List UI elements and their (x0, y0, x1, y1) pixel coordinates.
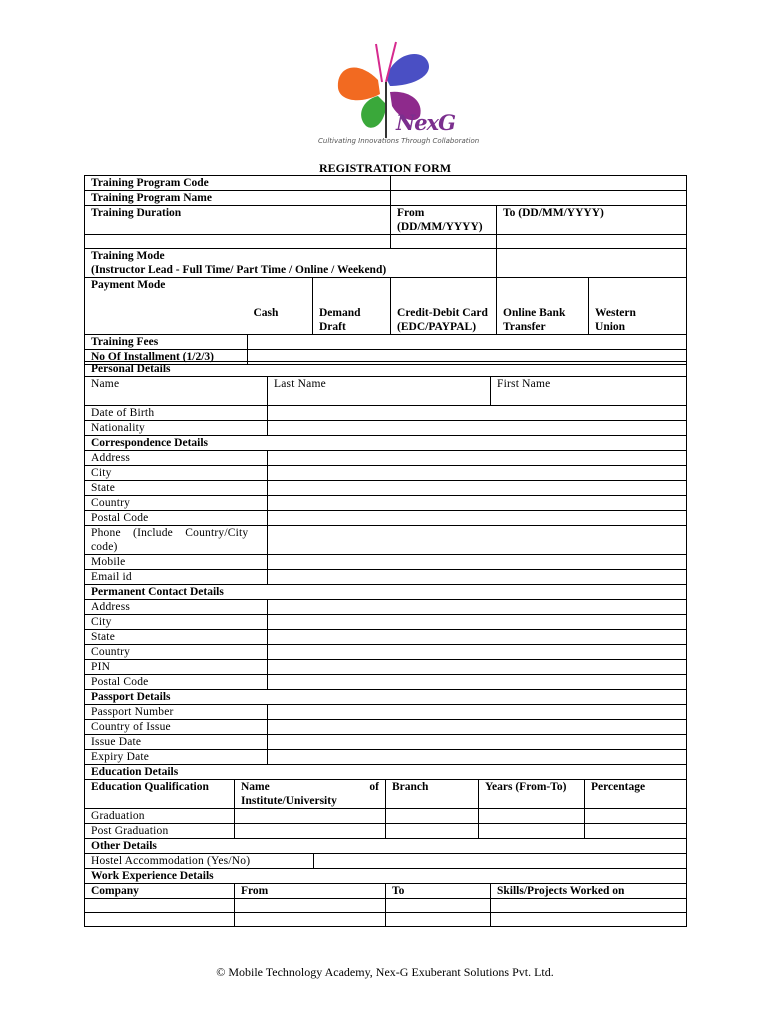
program-code-field[interactable] (391, 176, 687, 191)
edu-row-postgrad: Post Graduation (85, 824, 235, 839)
edu-col-percentage: Percentage (585, 780, 687, 809)
other-heading: Other Details (85, 839, 687, 854)
last-name-label: Last Name (268, 377, 491, 406)
form-title: REGISTRATION FORM (318, 161, 452, 175)
payment-option-card[interactable] (391, 278, 497, 335)
edu-grad-branch-field[interactable] (386, 809, 479, 824)
program-code-label: Training Program Code (85, 176, 391, 191)
dob-label: Date of Birth (85, 406, 268, 421)
payment-option-dd[interactable] (313, 278, 391, 335)
permanent-heading: Permanent Contact Details (85, 585, 687, 600)
payment-option-dd-l1: Demand (319, 307, 361, 319)
payment-option-bank-l1: Online Bank (503, 307, 566, 319)
corr-postal-label: Postal Code (85, 511, 268, 526)
training-mode-field[interactable] (497, 249, 687, 278)
corr-address-label: Address (85, 451, 268, 466)
dob-field[interactable] (268, 406, 687, 421)
payment-option-cash-label: Cash (253, 307, 279, 319)
training-mode-title: Training Mode (91, 250, 165, 262)
perm-postal-field[interactable] (268, 675, 687, 690)
perm-state-label: State (85, 630, 268, 645)
corr-city-field[interactable] (268, 466, 687, 481)
edu-col-branch: Branch (386, 780, 479, 809)
duration-label: Training Duration (85, 206, 391, 235)
fees-label: Training Fees (85, 335, 248, 350)
edu-row-graduation: Graduation (85, 809, 235, 824)
to-date-label: To (DD/MM/YYYY) (497, 206, 687, 235)
work-skills-field-2[interactable] (491, 913, 687, 927)
butterfly-logo-icon (316, 38, 466, 153)
perm-country-field[interactable] (268, 645, 687, 660)
passport-issue-field[interactable] (268, 735, 687, 750)
first-name-label: First Name (491, 377, 687, 406)
payment-option-wu-l2: Union (595, 321, 626, 333)
payment-mode-title: Payment Mode (91, 279, 166, 291)
nexg-logo (316, 38, 466, 153)
corr-phone-label-l2: code) (91, 541, 118, 553)
edu-pg-institute-field[interactable] (235, 824, 386, 839)
edu-pg-years-field[interactable] (479, 824, 585, 839)
perm-address-label: Address (85, 600, 268, 615)
edu-grad-institute-field[interactable] (235, 809, 386, 824)
payment-option-wu[interactable] (589, 278, 687, 335)
fees-field[interactable] (248, 335, 687, 350)
hostel-label: Hostel Accommodation (Yes/No) (85, 854, 314, 869)
edu-pg-percentage-field[interactable] (585, 824, 687, 839)
perm-postal-label: Postal Code (85, 675, 268, 690)
work-col-from: From (235, 884, 386, 899)
corr-city-label: City (85, 466, 268, 481)
work-heading: Work Experience Details (85, 869, 687, 884)
edu-col-qualification: Education Qualification (85, 780, 235, 809)
installment-label: No Of Installment (1/2/3) (85, 350, 248, 365)
perm-city-field[interactable] (268, 615, 687, 630)
name-label: Name (85, 377, 268, 406)
work-company-field-1[interactable] (85, 899, 235, 913)
from-date-field[interactable] (391, 235, 497, 249)
edu-col-institute-l2: Institute/University (241, 795, 337, 807)
work-col-company: Company (85, 884, 235, 899)
edu-col-years: Years (From-To) (479, 780, 585, 809)
nationality-label: Nationality (85, 421, 268, 436)
corr-postal-field[interactable] (268, 511, 687, 526)
program-name-label: Training Program Name (85, 191, 391, 206)
footer-copyright: © Mobile Technology Academy, Nex-G Exuberant Solutions Pvt. Ltd. (216, 965, 554, 979)
passport-country-field[interactable] (268, 720, 687, 735)
corr-phone-label (85, 526, 268, 555)
details-table (84, 361, 687, 927)
payment-option-bank-l2: Transfer (503, 321, 546, 333)
duration-spacer (85, 235, 391, 249)
passport-expiry-label: Expiry Date (85, 750, 268, 765)
correspondence-heading: Correspondence Details (85, 436, 687, 451)
logo-tagline: Cultivating Innovations Through Collaboration (318, 137, 480, 145)
corr-country-field[interactable] (268, 496, 687, 511)
passport-number-field[interactable] (268, 705, 687, 720)
work-from-field-1[interactable] (235, 899, 386, 913)
corr-address-field[interactable] (268, 451, 687, 466)
corr-state-field[interactable] (268, 481, 687, 496)
perm-address-field[interactable] (268, 600, 687, 615)
perm-country-label: Country (85, 645, 268, 660)
corr-state-label: State (85, 481, 268, 496)
work-to-field-2[interactable] (386, 913, 491, 927)
from-date-label: From (DD/MM/YYYY) (391, 206, 497, 235)
corr-country-label: Country (85, 496, 268, 511)
edu-col-institute-l1a: Name (241, 781, 270, 793)
work-col-to: To (386, 884, 491, 899)
corr-mobile-field[interactable] (268, 555, 687, 570)
perm-city-label: City (85, 615, 268, 630)
work-skills-field-1[interactable] (491, 899, 687, 913)
passport-issue-label: Issue Date (85, 735, 268, 750)
perm-pin-label: PIN (85, 660, 268, 675)
training-mode-options: (Instructor Lead - Full Time/ Part Time / Online / Weekend) (91, 264, 387, 276)
personal-heading: Personal Details (85, 362, 687, 377)
corr-email-field[interactable] (268, 570, 687, 585)
nationality-field[interactable] (268, 421, 687, 436)
perm-state-field[interactable] (268, 630, 687, 645)
passport-expiry-field[interactable] (268, 750, 687, 765)
work-company-field-2[interactable] (85, 913, 235, 927)
edu-pg-branch-field[interactable] (386, 824, 479, 839)
hostel-field[interactable] (314, 854, 687, 869)
perm-pin-field[interactable] (268, 660, 687, 675)
edu-col-institute (235, 780, 386, 809)
edu-col-institute-l1b: of (369, 781, 379, 793)
passport-heading: Passport Details (85, 690, 687, 705)
payment-option-bank[interactable] (497, 278, 589, 335)
corr-email-label: Email id (85, 570, 268, 585)
work-col-skills: Skills/Projects Worked on (491, 884, 687, 899)
to-date-field[interactable] (497, 235, 687, 249)
payment-option-dd-l2: Draft (319, 321, 346, 333)
payment-option-card-l1: Credit-Debit Card (397, 307, 488, 319)
training-mode-label (85, 249, 497, 278)
passport-country-label: Country of Issue (85, 720, 268, 735)
payment-option-cash[interactable] (248, 278, 313, 335)
corr-phone-label-l1: Phone (Include Country/City (91, 527, 249, 539)
work-to-field-1[interactable] (386, 899, 491, 913)
payment-option-card-l2: (EDC/PAYPAL) (397, 321, 477, 333)
work-from-field-2[interactable] (235, 913, 386, 927)
corr-mobile-label: Mobile (85, 555, 268, 570)
passport-number-label: Passport Number (85, 705, 268, 720)
program-name-field[interactable] (391, 191, 687, 206)
program-table (84, 175, 687, 365)
logo-brand: NexG (396, 110, 456, 135)
payment-option-wu-l1: Western (595, 307, 636, 319)
edu-grad-percentage-field[interactable] (585, 809, 687, 824)
corr-phone-field[interactable] (268, 526, 687, 555)
payment-mode-label (85, 278, 248, 335)
edu-grad-years-field[interactable] (479, 809, 585, 824)
education-heading: Education Details (85, 765, 687, 780)
